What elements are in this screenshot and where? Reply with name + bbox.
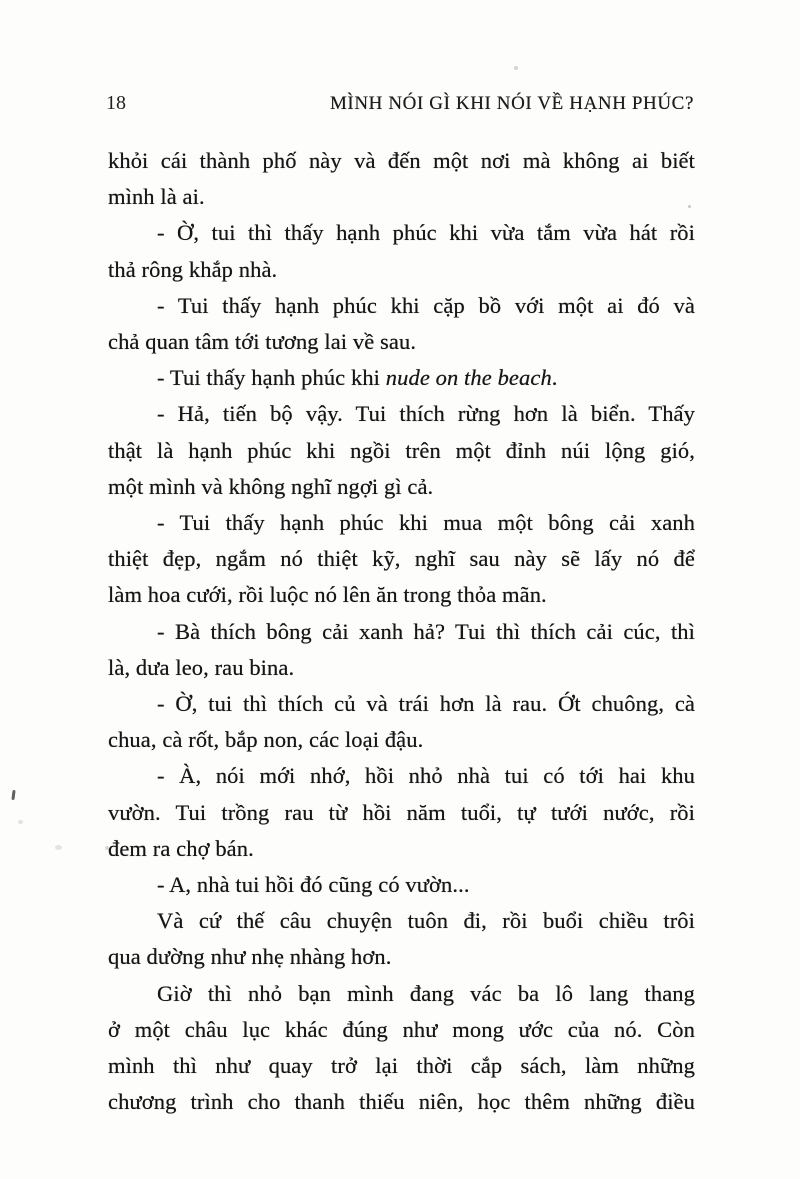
text-line: - Ờ, tui thì thích củ và trái hơn là rau. Ớt chuông, cà <box>157 691 695 717</box>
text-line: chả quan tâm tới tương lai về sau. <box>108 329 417 355</box>
text-line: vườn. Tui trồng rau từ hồi năm tuổi, tự tưới nước, rồi <box>108 799 695 825</box>
text-line: - Hả, tiến bộ vậy. Tui thích rừng hơn là biển. Thấy <box>157 401 695 427</box>
running-header-title: MÌNH NÓI GÌ KHI NÓI VỀ HẠNH PHÚC? <box>329 93 694 114</box>
text-line: qua dường như nhẹ nhàng hơn. <box>108 944 392 970</box>
text-line: chua, cà rốt, bắp non, các loại đậu. <box>108 727 424 753</box>
scan-speck <box>11 790 15 800</box>
text-line: - Ờ, tui thì thấy hạnh phúc khi vừa tắm vừa hát rồi <box>157 220 695 246</box>
scan-speck <box>514 66 518 70</box>
italic-phrase: nude on the beach <box>385 365 552 391</box>
text-line <box>108 360 695 396</box>
text-line: khỏi cái thành phố này và đến một nơi mà không ai biết <box>108 148 695 173</box>
text-line: chương trình cho thanh thiếu niên, học thêm những điều <box>108 1089 695 1115</box>
text-line: ở một châu lục khác đúng như mong ước của nó. Còn <box>108 1016 695 1042</box>
text-segment: - Tui thấy hạnh phúc khi <box>157 365 386 391</box>
text-segment: . <box>551 365 558 391</box>
running-header <box>106 92 694 115</box>
text-line: một mình và không nghĩ ngợi gì cả. <box>108 473 434 499</box>
text-line: đem ra chợ bán. <box>108 835 254 861</box>
text-line: thiệt đẹp, ngắm nó thiệt kỹ, nghĩ sau này sẽ lấy nó để <box>108 546 695 572</box>
text-line: Giờ thì nhỏ bạn mình đang vác ba lô lang thang <box>157 980 695 1006</box>
text-line: là, dưa leo, rau bina. <box>108 654 295 680</box>
page-number: 18 <box>106 92 126 114</box>
scan-speck <box>688 205 691 208</box>
text-line: thật là hạnh phúc khi ngồi trên một đỉnh núi lộng gió, <box>108 437 695 463</box>
text-line: - Tui thấy hạnh phúc khi mua một bông cải xanh <box>157 510 695 536</box>
text-line: làm hoa cưới, rồi luộc nó lên ăn trong thỏa mãn. <box>108 582 547 608</box>
text-line: - A, nhà tui hồi đó cũng có vườn... <box>157 872 470 898</box>
scan-speck <box>105 846 109 850</box>
text-line: Và cứ thế câu chuyện tuôn đi, rồi buổi chiều trôi <box>157 908 695 934</box>
text-line: mình thì như quay trở lại thời cắp sách, làm những <box>108 1053 695 1079</box>
text-line: mình là ai. <box>108 184 205 210</box>
text-line: - Bà thích bông cải xanh hả? Tui thì thích cải cúc, thì <box>157 618 695 644</box>
scan-speck <box>18 820 23 824</box>
scan-speck <box>55 845 62 850</box>
text-line: thả rông khắp nhà. <box>108 256 278 282</box>
text-line: - Tui thấy hạnh phúc khi cặp bồ với một ai đó và <box>157 292 695 318</box>
text-line: - À, nói mới nhớ, hồi nhỏ nhà tui có tới hai khu <box>157 763 695 789</box>
body-text <box>108 143 695 1120</box>
